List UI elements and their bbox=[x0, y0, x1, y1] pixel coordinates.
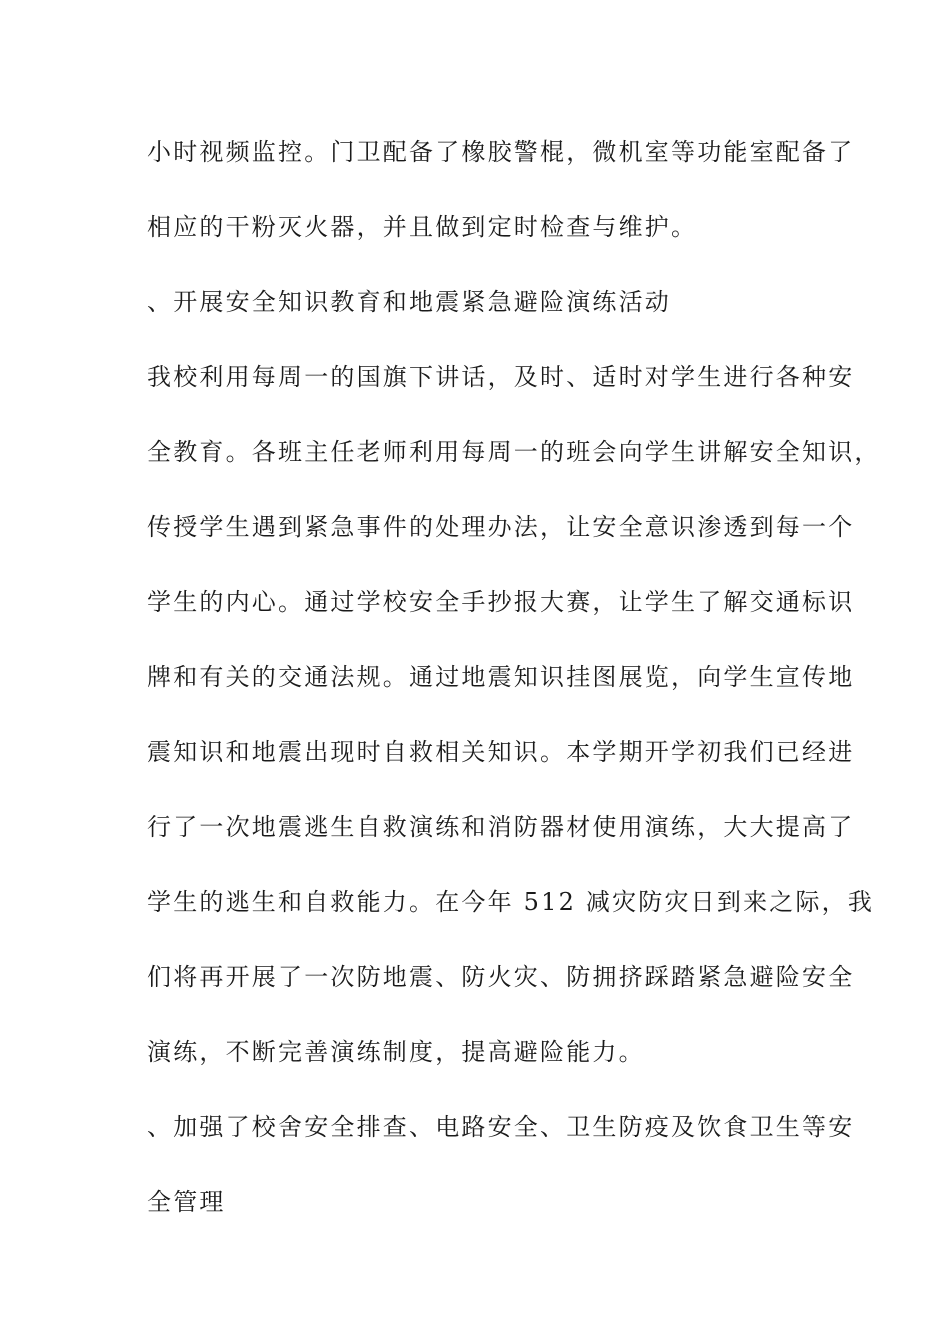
text-line: 学生的逃生和自救能力。在今年 512 减灾防灾日到来之际，我 bbox=[147, 888, 875, 916]
text-line: 行了一次地震逃生自救演练和消防器材使用演练，大大提高了 bbox=[147, 813, 855, 841]
text-line: 牌和有关的交通法规。通过地震知识挂图展览，向学生宣传地 bbox=[147, 663, 855, 691]
text-line: 全教育。各班主任老师利用每周一的班会向学生讲解安全知识， bbox=[147, 438, 881, 466]
text-line: 演练，不断完善演练制度，提高避险能力。 bbox=[147, 1038, 645, 1066]
section-heading: 、开展安全知识教育和地震紧急避险演练活动 bbox=[147, 288, 671, 316]
text-line: 我校利用每周一的国旗下讲话，及时、适时对学生进行各种安 bbox=[147, 363, 855, 391]
text-line: 们将再开展了一次防地震、防火灾、防拥挤踩踏紧急避险安全 bbox=[147, 963, 855, 991]
text-line: 小时视频监控。门卫配备了橡胶警棍，微机室等功能室配备了 bbox=[147, 138, 855, 166]
section-heading-continued: 全管理 bbox=[147, 1188, 226, 1216]
text-line: 学生的内心。通过学校安全手抄报大赛，让学生了解交通标识 bbox=[147, 588, 855, 616]
text-line: 震知识和地震出现时自救相关知识。本学期开学初我们已经进 bbox=[147, 738, 855, 766]
section-heading: 、加强了校舍安全排查、电路安全、卫生防疫及饮食卫生等安 bbox=[147, 1113, 855, 1141]
text-line: 传授学生遇到紧急事件的处理办法，让安全意识渗透到每一个 bbox=[147, 513, 855, 541]
text-line: 相应的干粉灭火器，并且做到定时检查与维护。 bbox=[147, 213, 698, 241]
